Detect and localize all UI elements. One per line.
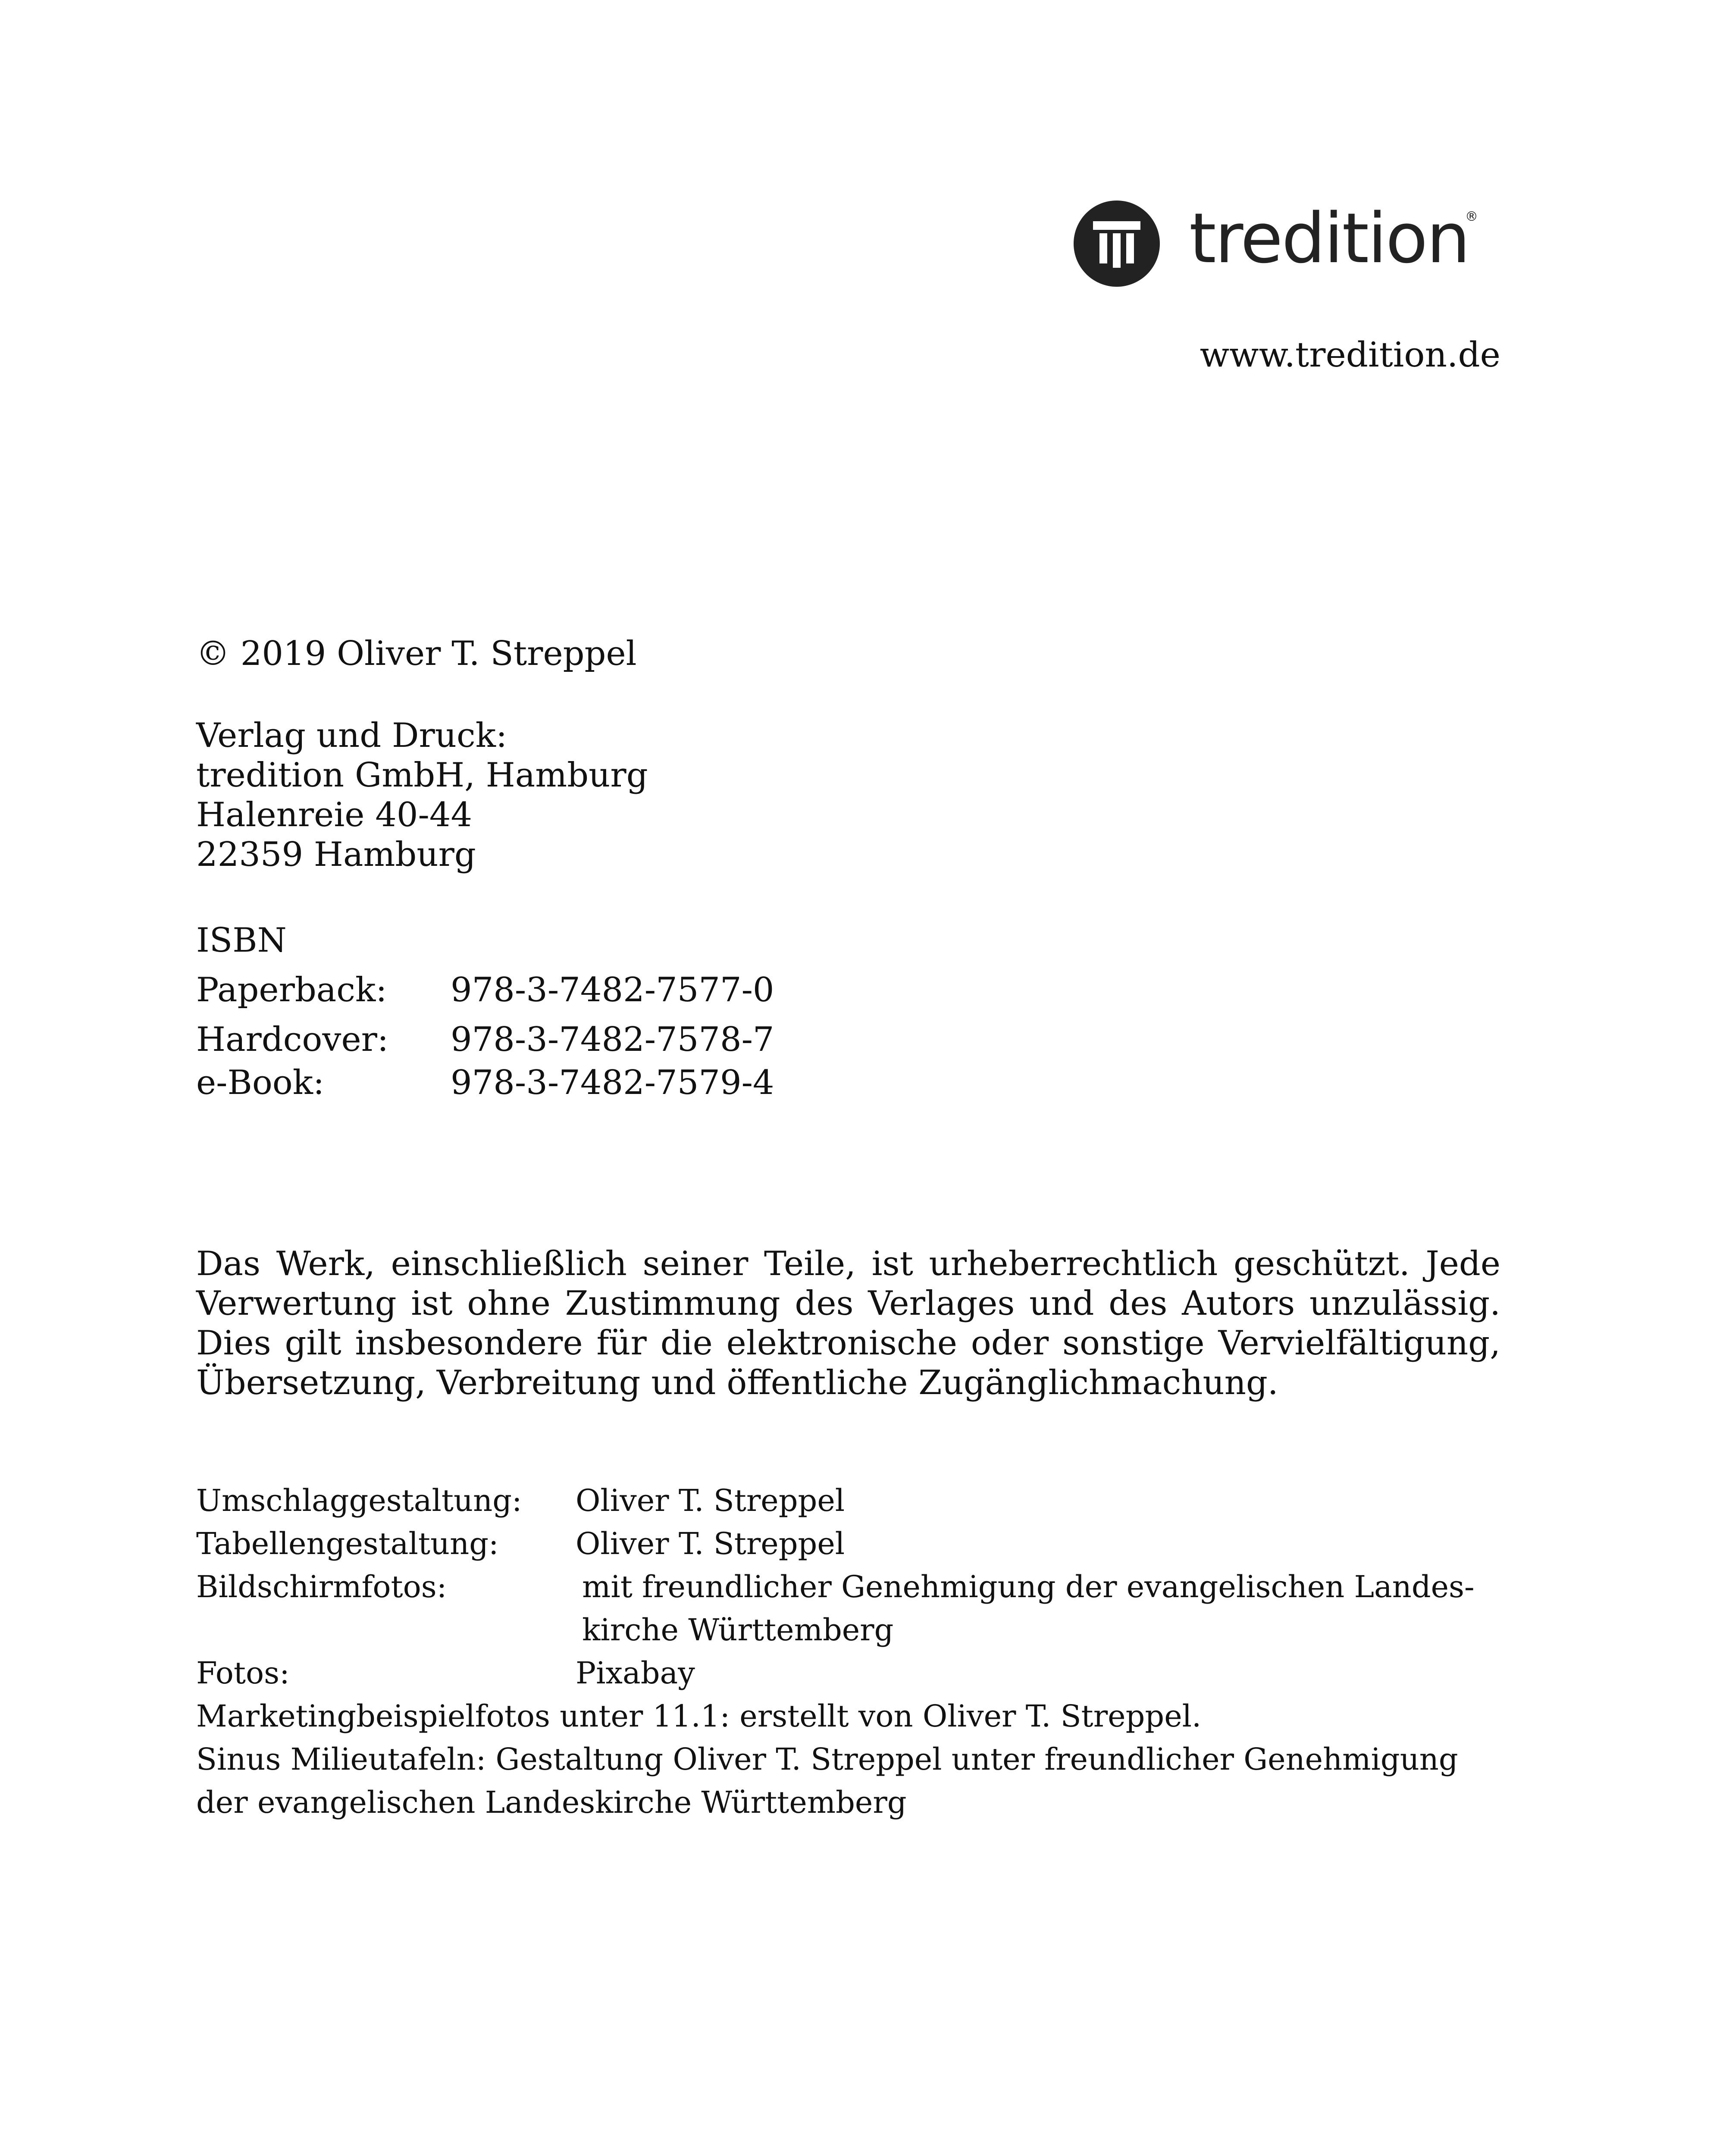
isbn-heading: ISBN (196, 921, 287, 960)
credit-value: Oliver T. Streppel (576, 1483, 845, 1518)
credit-value-line: kirche Württemberg (582, 1612, 894, 1648)
credit-value: Oliver T. Streppel (576, 1526, 845, 1561)
publisher-line: tredition GmbH, Hamburg (196, 756, 648, 795)
registered-mark: ® (1465, 209, 1478, 224)
marketing-credit: Marketingbeispielfotos unter 11.1: erstellt von Oliver T. Streppel. (196, 1698, 1202, 1734)
publisher-line: Halenreie 40-44 (196, 796, 473, 834)
credit-value-line: mit freundlicher Genehmigung der evangelischen Landes- (582, 1569, 1475, 1604)
credit-label: Bildschirmfotos: (196, 1569, 447, 1604)
publisher-line: 22359 Hamburg (196, 835, 476, 874)
isbn-row (196, 970, 774, 1010)
tredition-logo (1069, 196, 1500, 291)
tredition-logo-icon (1069, 196, 1164, 291)
credit-label: Tabellengestaltung: (196, 1526, 499, 1561)
credit-row (196, 1565, 1533, 1651)
isbn-label: Paperback: (196, 971, 387, 1009)
isbn-label: e-Book: (196, 1063, 325, 1102)
isbn-label: Hardcover: (196, 1020, 389, 1059)
credit-row (196, 1479, 1533, 1522)
credit-row (196, 1522, 1533, 1565)
isbn-value: 978-3-7482-7578-7 (451, 1020, 774, 1059)
sinus-credit-line: Sinus Milieutafeln: Gestaltung Oliver T. Streppel unter freundlicher Genehmigung (196, 1742, 1458, 1777)
credit-label: Umschlaggestaltung: (196, 1483, 522, 1518)
credit-label: Fotos: (196, 1655, 290, 1691)
isbn-value: 978-3-7482-7579-4 (451, 1063, 774, 1102)
publisher-block (196, 716, 648, 874)
isbn-value: 978-3-7482-7577-0 (451, 971, 774, 1009)
website-url: www.tredition.de (1200, 335, 1500, 375)
isbn-row (196, 1020, 774, 1059)
credit-value: Pixabay (576, 1655, 695, 1691)
tredition-logo-wordmark: tredition (1189, 198, 1469, 279)
credit-value (576, 1565, 1479, 1651)
publisher-heading: Verlag und Druck: (196, 716, 507, 755)
legal-notice: Das Werk, einschließlich seiner Teile, ist urheberrechtlich geschützt. Jede Verwertung ist ohne Zustimmung des Verlages und des Autors unzulässig. Dies gilt insbesondere für die elektronische oder sonstige Vervielfältigung, Übersetzung, Verbreitung und öffentliche Zugänglichmachung. (196, 1244, 1500, 1402)
copyright-line: © 2019 Oliver T. Streppel (196, 634, 637, 673)
sinus-credit-line: der evangelischen Landeskirche Württemberg (196, 1785, 907, 1820)
credits-block (196, 1479, 1533, 1824)
credit-row (196, 1651, 1533, 1695)
isbn-row (196, 1063, 774, 1103)
